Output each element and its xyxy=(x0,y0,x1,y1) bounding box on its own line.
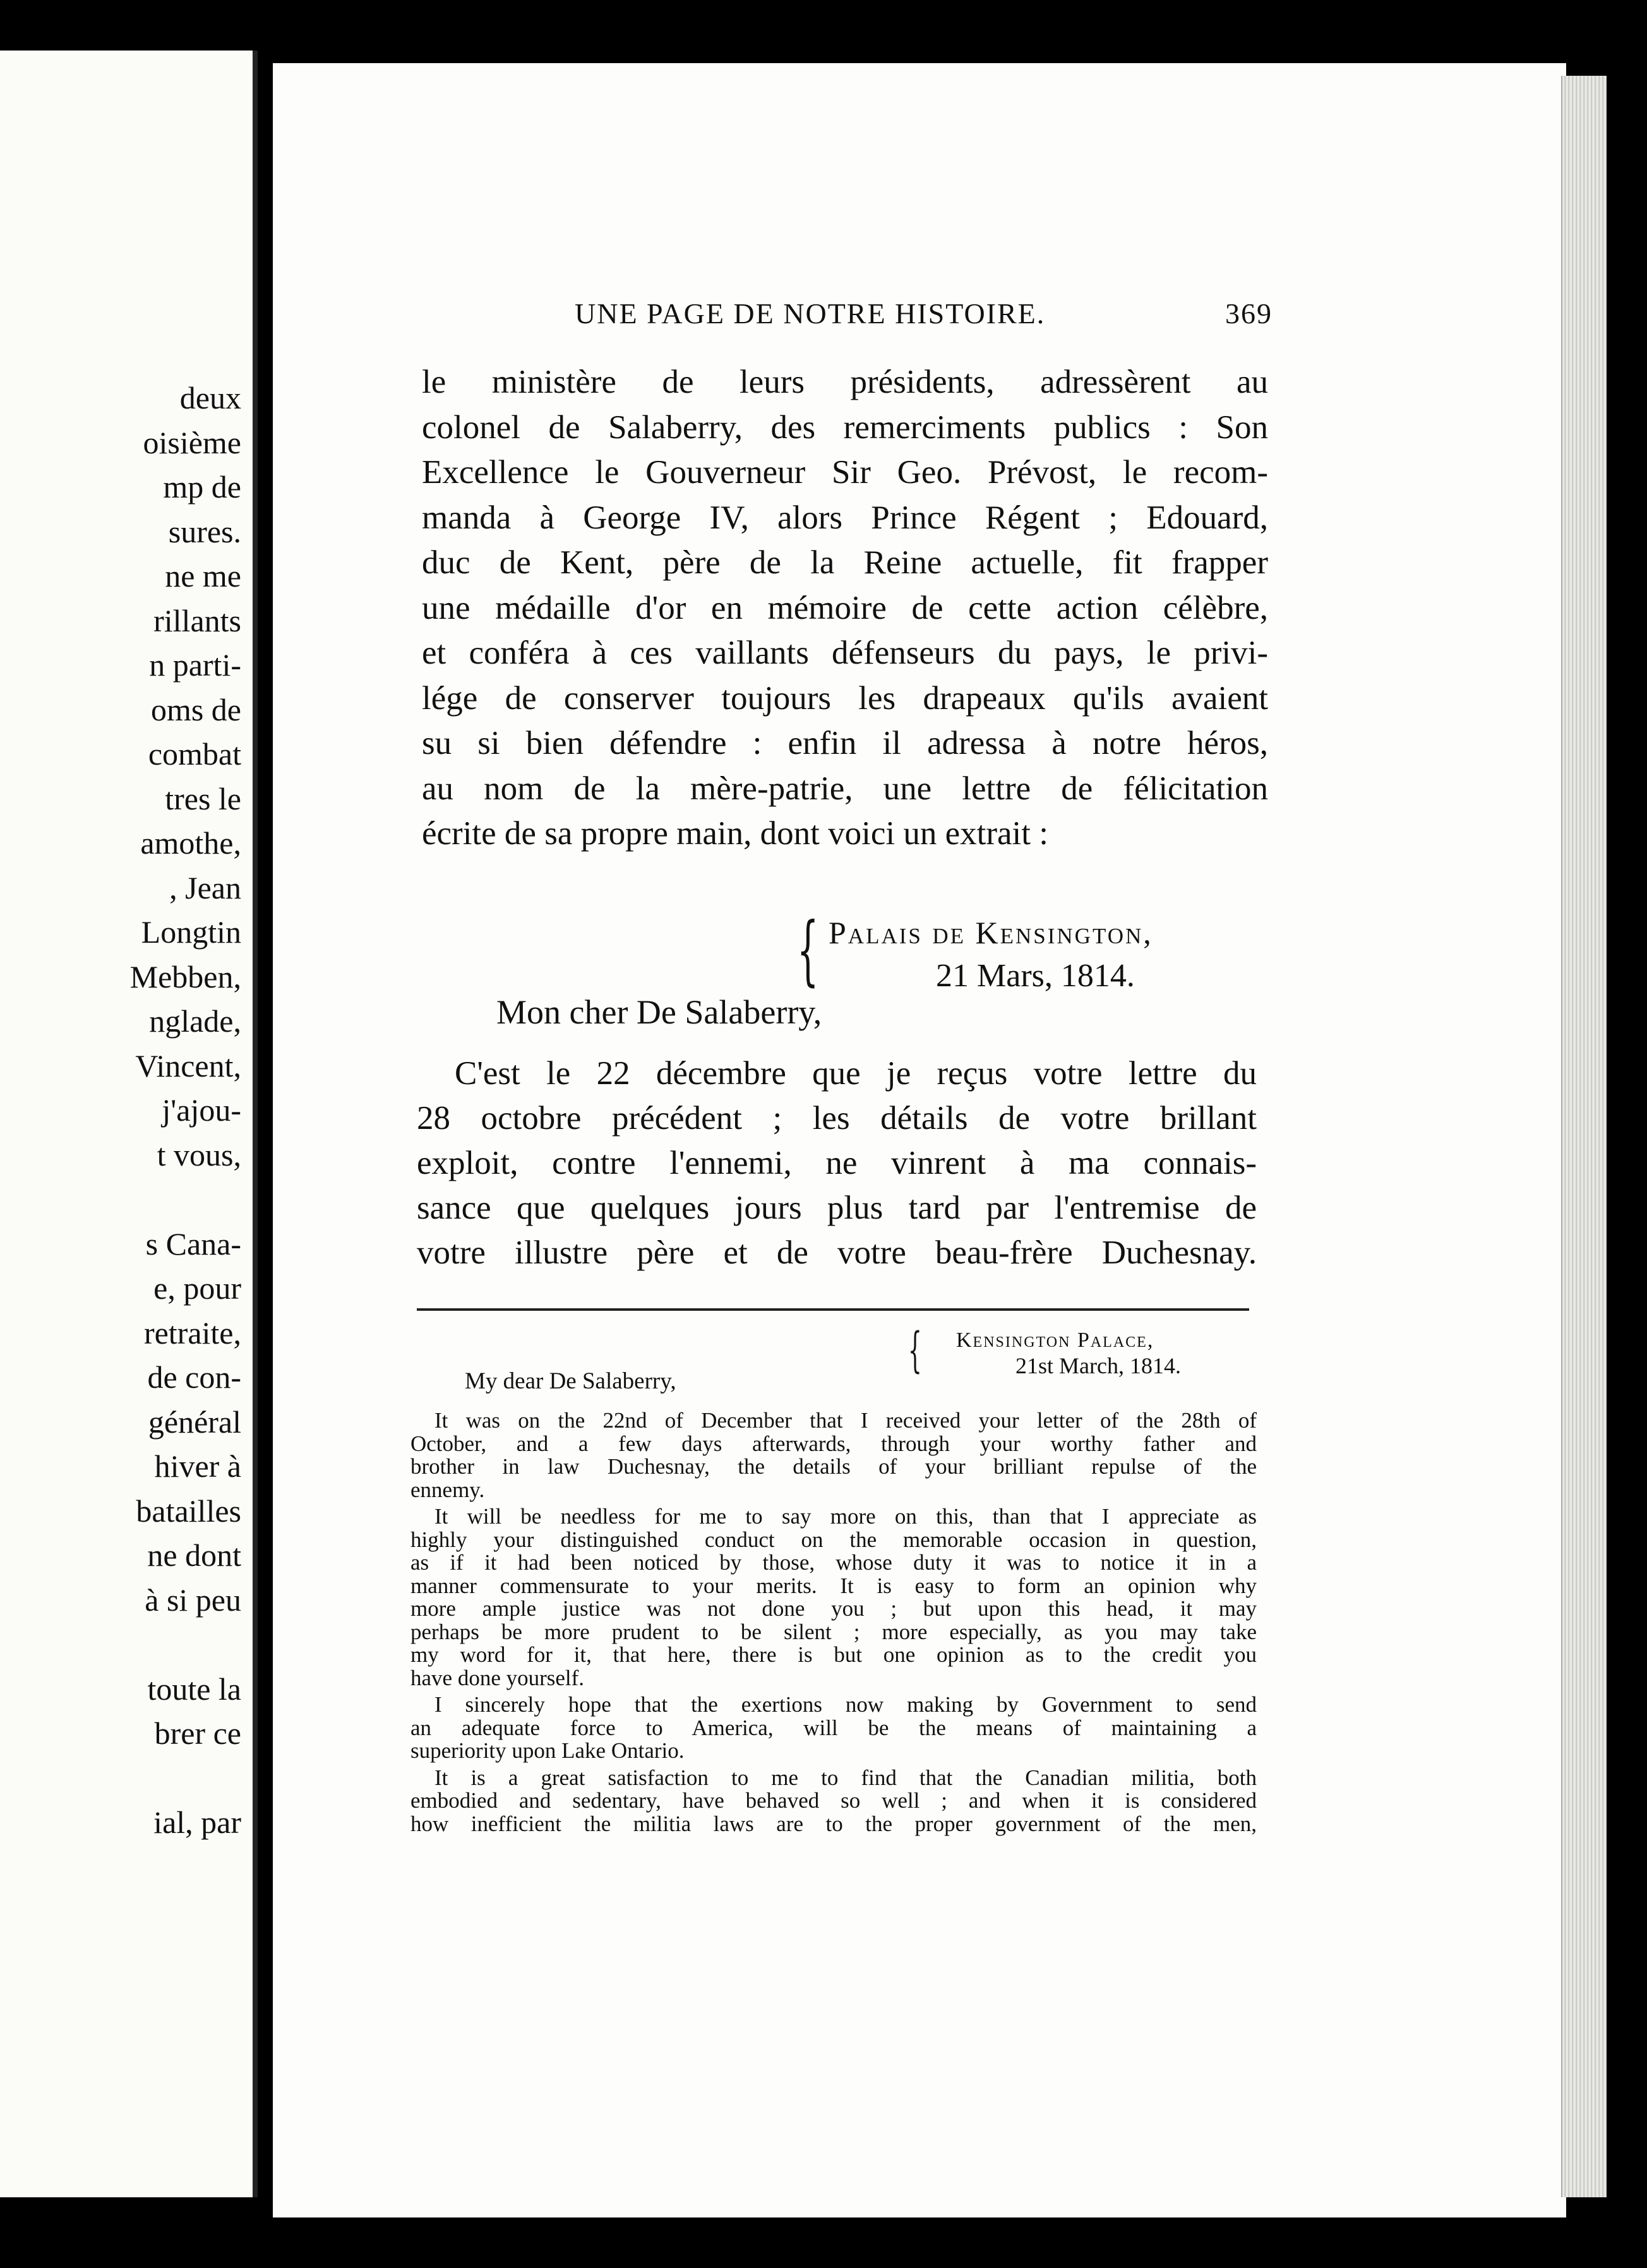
running-title: UNE PAGE DE NOTRE HISTOIRE. xyxy=(575,297,1046,330)
left-line xyxy=(0,1756,241,1801)
footnote-paragraph xyxy=(410,1767,1257,1836)
text-line: have done yourself. xyxy=(410,1665,585,1690)
text-line: duc de Kent, père de la Reine actuelle, fit frapper xyxy=(422,544,1268,581)
left-line: deux xyxy=(179,380,241,415)
left-line: général xyxy=(148,1404,241,1440)
left-line: batailles xyxy=(136,1493,241,1529)
left-line: nglade, xyxy=(149,1003,241,1039)
left-line: combat xyxy=(148,736,241,772)
text-line: October, and a few days afterwards, through your worthy father and xyxy=(410,1431,1257,1456)
text-line: my word for it, that here, there is but one opinion as to the credit you xyxy=(410,1642,1257,1667)
text-line: votre illustre père et de votre beau-frère Duchesnay. xyxy=(417,1234,1257,1271)
text-line: perhaps be more prudent to be silent ; more especially, as you may take xyxy=(410,1619,1257,1644)
footnote-place: Kensington Palace, xyxy=(956,1328,1154,1352)
text-line: Excellence le Gouverneur Sir Geo. Prévost, le recom- xyxy=(422,454,1268,491)
text-line: sance que quelques jours plus tard par l'entremise de xyxy=(417,1190,1257,1226)
text-line: colonel de Salaberry, des remerciments publics : Son xyxy=(422,409,1268,446)
brace-glyph: { xyxy=(908,1322,922,1378)
left-page xyxy=(0,51,258,2197)
left-page-text xyxy=(0,376,241,1845)
left-line: oisième xyxy=(143,424,241,460)
text-line: le ministère de leurs présidents, adressèrent au xyxy=(422,364,1268,400)
letter-dateline xyxy=(797,909,1239,1004)
text-line: It was on the 22nd of December that I received your letter of the 28th of xyxy=(434,1408,1257,1433)
letter-body xyxy=(417,1051,1257,1275)
left-line: brer ce xyxy=(154,1716,241,1751)
text-line: exploit, contre l'ennemi, ne vinrent à ma connais- xyxy=(417,1145,1257,1181)
text-line: It will be needless for me to say more on this, than that I appreciate as xyxy=(434,1504,1257,1529)
left-line: hiver à xyxy=(154,1448,241,1484)
footnote-salutation: My dear De Salaberry, xyxy=(465,1368,676,1394)
text-line: It is a great satisfaction to me to find that the Canadian militia, both xyxy=(434,1765,1257,1790)
left-line: ne me xyxy=(165,558,241,594)
page-edge xyxy=(1561,76,1607,2197)
footnote-paragraph xyxy=(410,1505,1257,1690)
left-line: s Cana- xyxy=(145,1226,241,1262)
text-line: 28 octobre précédent ; les détails de votre brillant xyxy=(417,1100,1257,1137)
footnote-paragraph xyxy=(410,1693,1257,1763)
left-line: amothe, xyxy=(140,825,241,861)
text-line: manner commensurate to your merits. It is easy to form an opinion why xyxy=(410,1573,1257,1598)
left-line: retraite, xyxy=(143,1315,241,1351)
left-line: j'ajou- xyxy=(162,1092,241,1128)
text-line: an adequate force to America, will be the means of maintaining a xyxy=(410,1715,1257,1740)
brace-glyph: { xyxy=(797,907,819,994)
footnote-date: 21st March, 1814. xyxy=(1015,1353,1181,1378)
text-line: as if it had been noticed by those, whose duty it was to notice it in a xyxy=(410,1550,1257,1575)
left-line: rillants xyxy=(153,602,241,638)
left-line: n parti- xyxy=(149,647,241,683)
left-line: , Jean xyxy=(169,869,241,905)
left-line: Longtin xyxy=(141,914,241,950)
text-line: et conféra à ces vaillants défenseurs du pays, le privi- xyxy=(422,635,1268,671)
left-line: toute la xyxy=(147,1671,241,1707)
text-line: superiority upon Lake Ontario. xyxy=(410,1738,685,1763)
text-line: more ample justice was not done you ; but upon this head, it may xyxy=(410,1596,1257,1621)
text-line: brother in law Duchesnay, the details of your brilliant repulse of the xyxy=(410,1454,1257,1479)
text-line: I sincerely hope that the exertions now making by Government to send xyxy=(434,1692,1257,1717)
footnote-paragraph xyxy=(410,1409,1257,1501)
text-line: embodied and sedentary, have behaved so well ; and when it is considered xyxy=(410,1788,1257,1813)
letter-date: 21 Mars, 1814. xyxy=(936,958,1135,994)
footnote-rule xyxy=(417,1308,1249,1311)
text-line: highly your distinguished conduct on the memorable occasion in question, xyxy=(410,1527,1257,1552)
left-line: ne dont xyxy=(147,1537,241,1573)
left-line: oms de xyxy=(150,691,241,727)
body-text xyxy=(422,360,1268,857)
left-line xyxy=(0,1622,241,1667)
letter-salutation: Mon cher De Salaberry, xyxy=(496,993,822,1031)
left-line: Mebben, xyxy=(129,958,241,994)
text-line: manda à George IV, alors Prince Régent ; Edouard, xyxy=(422,499,1268,536)
text-line: écrite de sa propre main, dont voici un extrait : xyxy=(422,815,1048,852)
left-line: e, pour xyxy=(153,1270,241,1306)
left-line xyxy=(0,1177,241,1222)
left-line: sures. xyxy=(168,513,241,549)
left-line: t vous, xyxy=(157,1137,241,1173)
text-line: au nom de la mère-patrie, une lettre de félicitation xyxy=(422,770,1268,807)
text-line: su si bien défendre : enfin il adressa à notre héros, xyxy=(422,725,1268,761)
text-line: C'est le 22 décembre que je reçus votre lettre du xyxy=(455,1055,1257,1092)
text-line: how inefficient the militia laws are to the proper government of the men, xyxy=(410,1811,1257,1836)
left-line: à si peu xyxy=(145,1582,241,1618)
footnote-text xyxy=(410,1409,1257,1839)
left-line: de con- xyxy=(147,1359,241,1395)
page-number: 369 xyxy=(1225,297,1273,330)
footnote-dateline xyxy=(908,1322,1262,1378)
left-line: ial, par xyxy=(153,1805,241,1840)
left-line: tres le xyxy=(165,780,241,816)
text-line: lége de conserver toujours les drapeaux qu'ils avaient xyxy=(422,679,1268,717)
left-line: Vincent, xyxy=(135,1047,241,1083)
letter-place: Palais de Kensington, xyxy=(829,915,1153,950)
text-line: une médaille d'or en mémoire de cette action célèbre, xyxy=(422,589,1268,626)
text-line: ennemy. xyxy=(410,1477,485,1502)
left-line: mp de xyxy=(163,469,241,504)
